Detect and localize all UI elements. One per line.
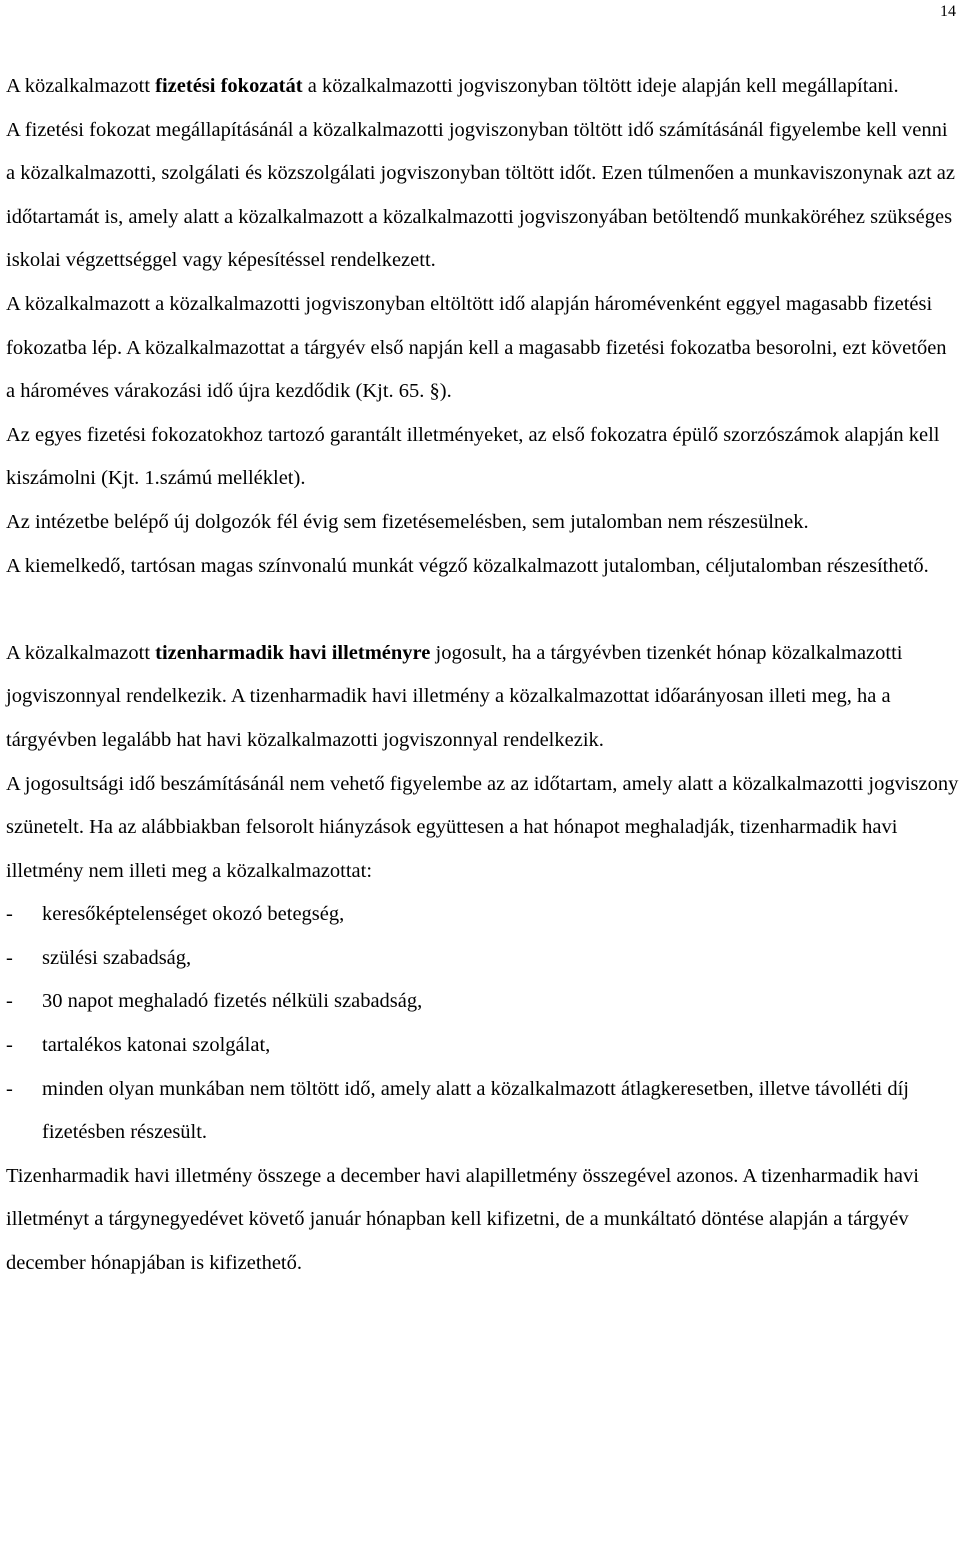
list-item xyxy=(6,1024,960,1068)
list-item-text: minden olyan munkában nem töltött idő, amely alatt a közalkalmazott átlagkeresetben, illetve távolléti díj fizetésben részesült. xyxy=(42,1077,909,1144)
document-body xyxy=(6,65,960,1286)
text-run: a közalkalmazotti jogviszonyban töltött ideje alapján kell megállapítani. xyxy=(302,75,899,97)
paragraph-eligibility-period: A jogosultsági idő beszámításánál nem vehető figyelembe az az időtartam, amely alatt a közalkalmazotti jogviszony szünetelt. Ha az alábbiakban felsorolt hiányzások együttesen a hat hónapot meghaladják, tizenharmadik havi illetmény nem illeti meg a közalkalmazottat: xyxy=(6,772,959,882)
paragraph-grade-calculation: A fizetési fokozat megállapításánál a közalkalmazotti jogviszonyban töltött idő számításánál figyelembe kell venni a közalkalmazotti, szolgálati és közszolgálati jogviszonyban töltött időt. Ezen túlmenően a munkaviszonynak azt az időtartamát is, amely alatt a közalkalmazott a közalkalmazotti jogviszonyában betöltendő munkaköréhez szükséges iskolai végzettséggel vagy képesítéssel rendelkezett. xyxy=(6,118,955,272)
bold-term-salary-grade: fizetési fokozatát xyxy=(155,75,303,97)
list-item-text: keresőképtelenséget okozó betegség, xyxy=(42,903,345,926)
list-dash: - xyxy=(6,990,13,1013)
list-item-text: 30 napot meghaladó fizetés nélküli szabadság, xyxy=(42,990,423,1013)
page-number: 14 xyxy=(940,3,956,20)
paragraph-grade-promotion: A közalkalmazott a közalkalmazotti jogviszonyban eltöltött idő alapján háromévenként eggyel magasabb fizetési fokozatba lép. A közalkalmazottat a tárgyév első napján kell a magasabb fizetési fokozatba besorolni, ezt követően a hároméves várakozási idő újra kezdődik (Kjt. 65. §). xyxy=(6,292,947,403)
paragraph-new-employees: Az intézetbe belépő új dolgozók fél évig sem fizetésemelésben, sem jutalomban nem részesülnek. xyxy=(6,510,809,533)
text-run: A közalkalmazott xyxy=(6,641,156,664)
paragraph-thirteenth-amount: Tizenharmadik havi illetmény összege a december havi alapilletmény összegével azonos. A tizenharmadik havi illetményt a tárgynegyedévet követő január hónapban kell kifizetni, de a munkáltató döntése alapján a tárgyév december hónapjában is kifizethető. xyxy=(6,1164,919,1275)
paragraph-salary-grade xyxy=(6,65,960,109)
paragraph-spacer xyxy=(6,588,960,632)
list-dash: - xyxy=(6,946,13,969)
bold-term-thirteenth-salary: tizenharmadik havi illetményre xyxy=(155,641,431,664)
text-run: jogosult, ha a tárgyévben tizenkét hónap közalkalmazotti jogviszonnyal rendelkezik. A tizenharmadik havi illetmény a közalkalmazottat időarányosan illeti meg, ha a tárgyévben legalább hat havi közalkalmazotti jogviszonnyal rendelkezik. xyxy=(6,641,903,751)
list-item-text: tartalékos katonai szolgálat, xyxy=(42,1034,271,1057)
list-item-text: szülési szabadság, xyxy=(42,946,192,969)
list-item xyxy=(6,1068,960,1155)
list-item xyxy=(6,937,960,981)
list-dash: - xyxy=(6,1034,13,1057)
list-item xyxy=(6,980,960,1024)
list-dash: - xyxy=(6,1077,13,1100)
list-dash: - xyxy=(6,903,13,926)
paragraph-bonus: A kiemelkedő, tartósan magas színvonalú munkát végző közalkalmazott jutalomban, céljutalomban részesíthető. xyxy=(6,554,929,577)
paragraph-guaranteed-salaries: Az egyes fizetési fokozatokhoz tartozó garantált illetményeket, az első fokozatra épülő szorzószámok alapján kell kiszámolni (Kjt. 1.számú melléklet). xyxy=(6,423,940,490)
absence-list xyxy=(6,893,960,1155)
list-item xyxy=(6,893,960,937)
text-run: A közalkalmazott xyxy=(6,75,156,97)
paragraph-thirteenth-salary xyxy=(6,632,960,763)
